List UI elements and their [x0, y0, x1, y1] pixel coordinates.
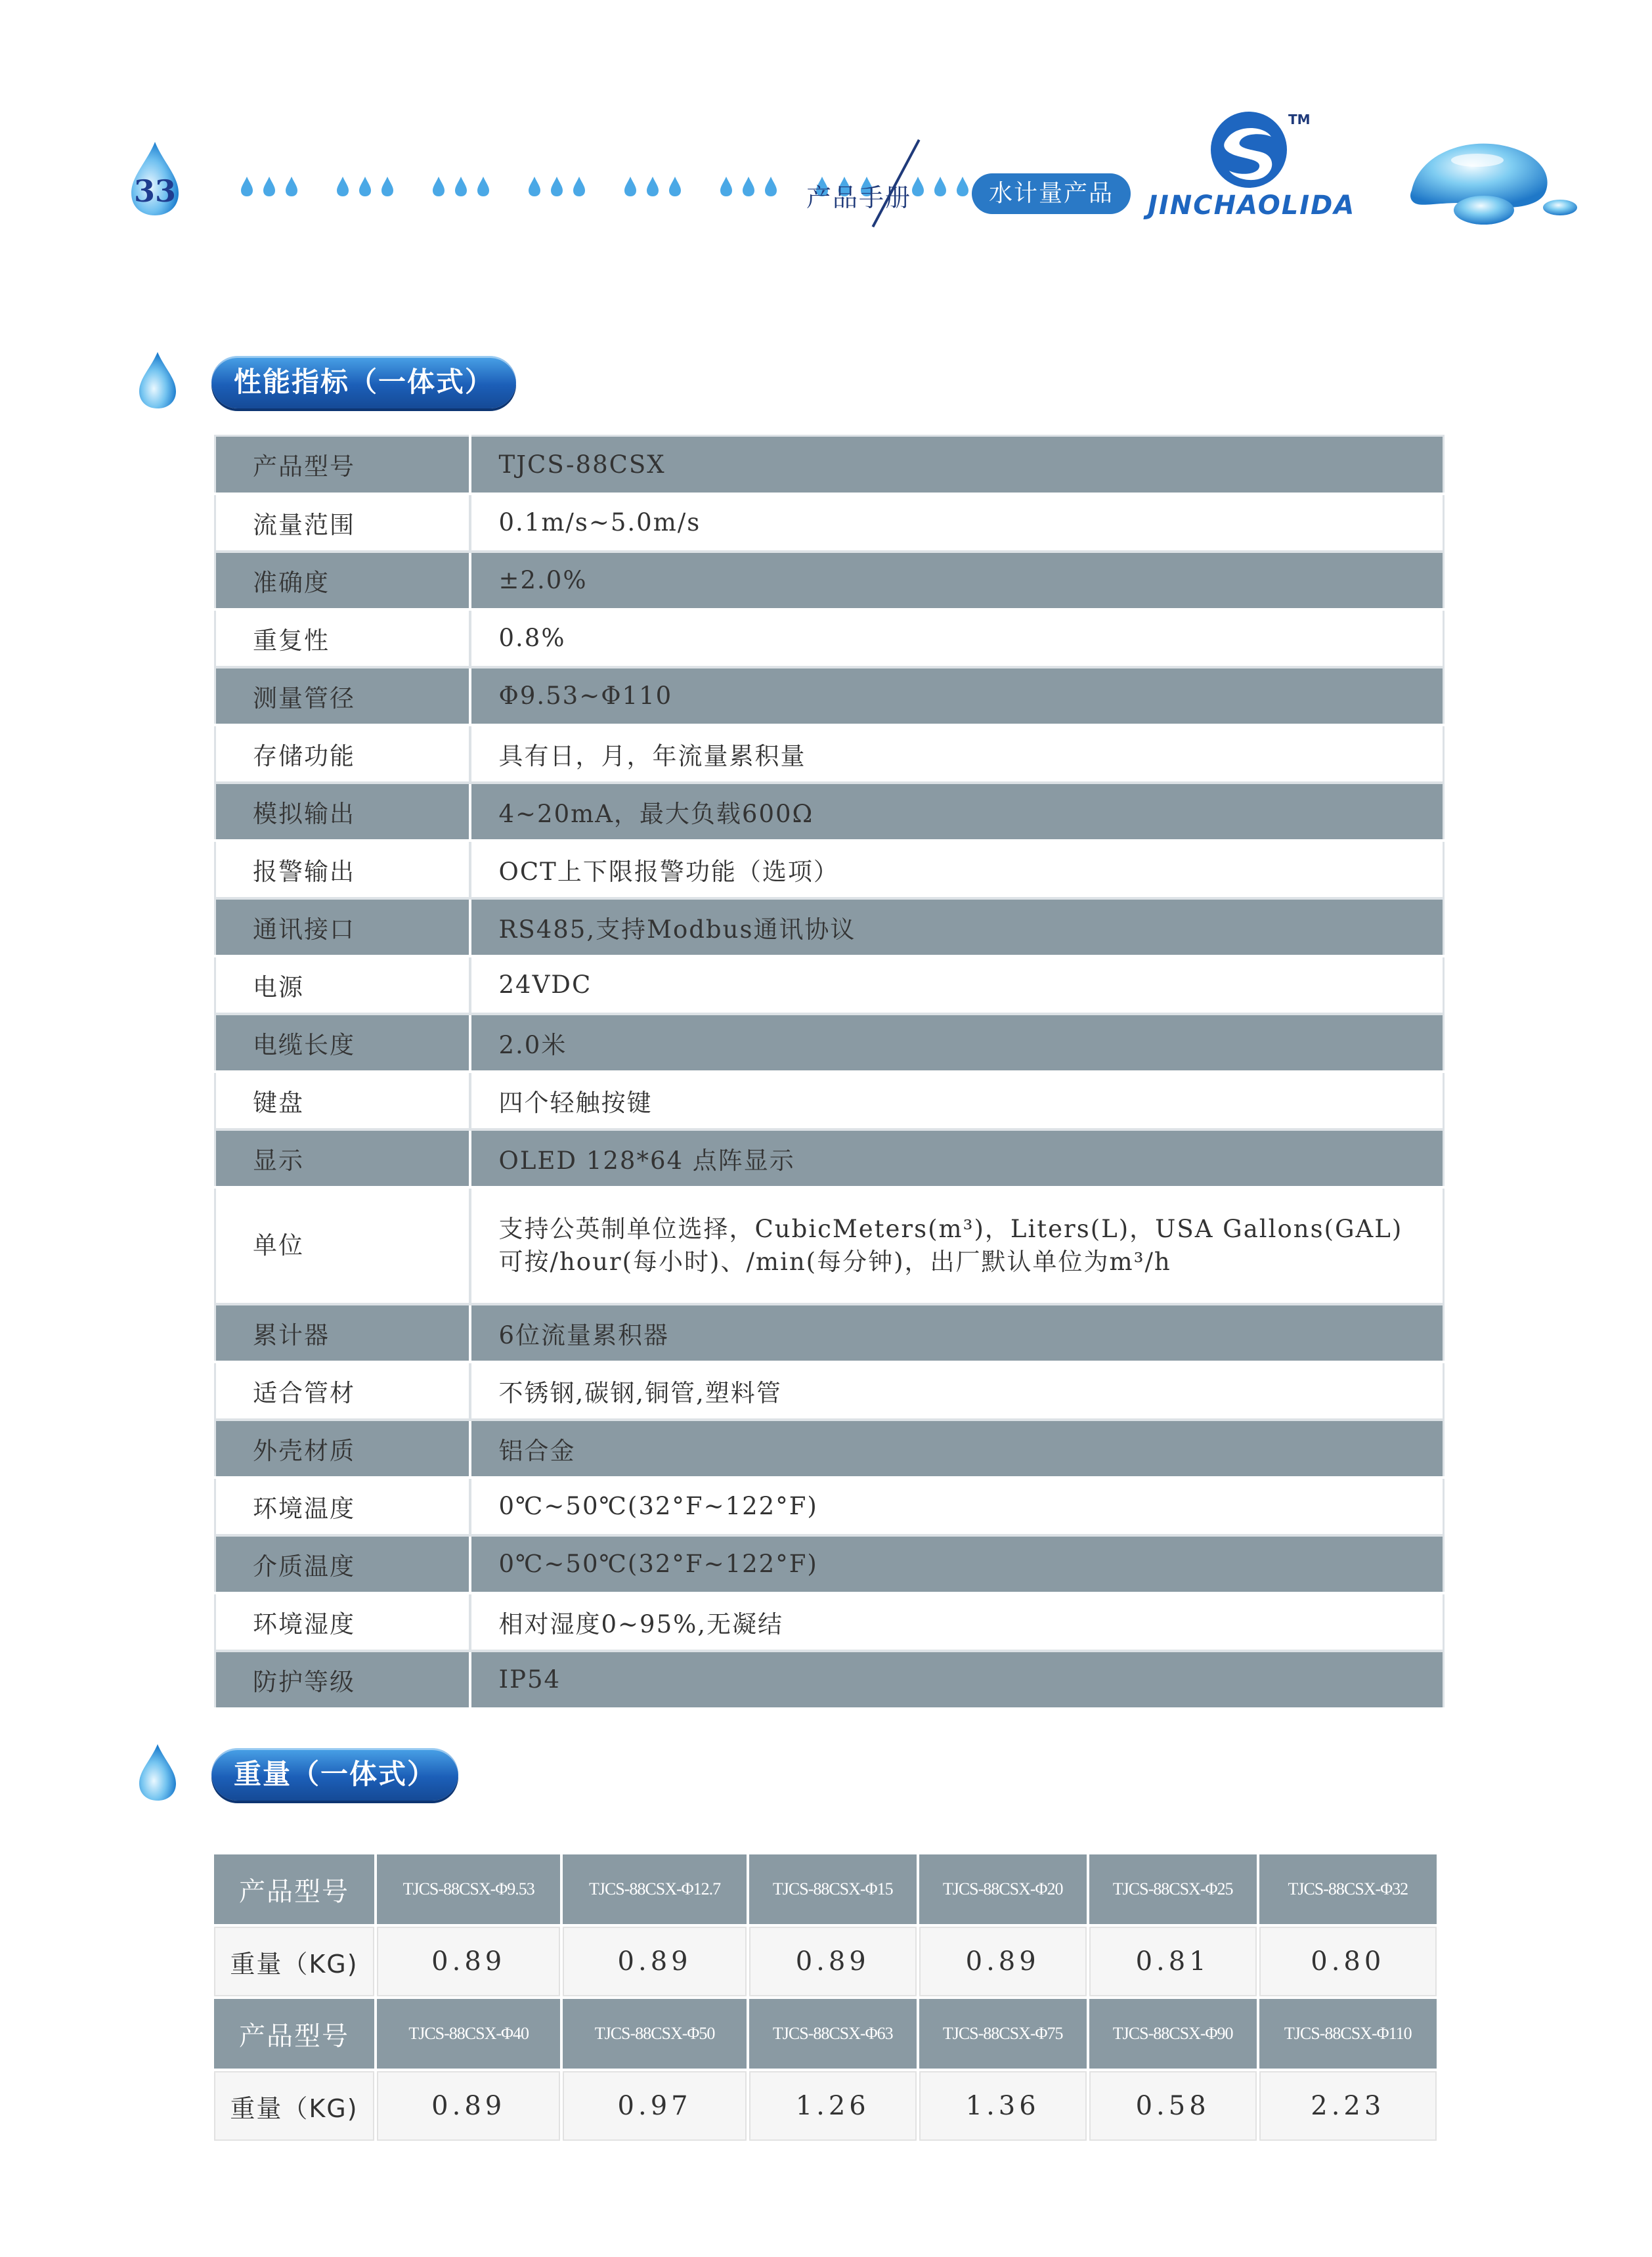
- spec-key: 报警输出: [215, 841, 470, 898]
- mini-drop-icon: [646, 176, 659, 197]
- spec-row: [215, 667, 1444, 725]
- spec-value: 铝合金: [470, 1420, 1444, 1478]
- spec-value: 0.8%: [470, 609, 1444, 667]
- weight-cell: 0.89: [563, 1927, 746, 1996]
- model-cell: TJCS-88CSX-Φ75: [919, 1999, 1087, 2069]
- spec-value: [470, 1187, 1444, 1304]
- model-cell: TJCS-88CSX-Φ50: [563, 1999, 746, 2069]
- spec-value: 2.0米: [470, 1014, 1444, 1072]
- spec-row: [215, 1072, 1444, 1129]
- spec-value: Φ9.53~Φ110: [470, 667, 1444, 725]
- spec-key: 单位: [215, 1187, 470, 1304]
- spec-row: [215, 1593, 1444, 1651]
- model-cell: TJCS-88CSX-Φ110: [1259, 1999, 1437, 2069]
- spec-value: IP54: [470, 1651, 1444, 1709]
- spec-key: 准确度: [215, 552, 470, 609]
- mini-drop-icon: [624, 176, 637, 197]
- mini-drop-icon: [573, 176, 586, 197]
- spec-value: 四个轻触按键: [470, 1072, 1444, 1129]
- model-cell: TJCS-88CSX-Φ90: [1089, 1999, 1257, 2069]
- spec-row: [215, 494, 1444, 552]
- weight-table: [211, 1852, 1439, 2143]
- spec-value: 相对湿度0~95%,无凝结: [470, 1593, 1444, 1651]
- spec-row: [215, 956, 1444, 1014]
- spec-value: OCT上下限报警功能（选项）: [470, 841, 1444, 898]
- spec-value: TJCS-88CSX: [470, 436, 1444, 494]
- weight-cell: 1.26: [749, 2071, 917, 2141]
- spec-key: 模拟输出: [215, 783, 470, 841]
- model-cell: TJCS-88CSX-Φ25: [1089, 1854, 1257, 1924]
- trademark-symbol: TM: [1288, 112, 1311, 127]
- spec-row: [215, 1187, 1444, 1304]
- weight-cell: 0.58: [1089, 2071, 1257, 2141]
- model-cell: TJCS-88CSX-Φ32: [1259, 1854, 1437, 1924]
- water-drop-icon: [138, 351, 177, 410]
- mini-drop-icon: [240, 176, 253, 197]
- spec-key: 电源: [215, 956, 470, 1014]
- spec-value: 24VDC: [470, 956, 1444, 1014]
- spec-key: 电缆长度: [215, 1014, 470, 1072]
- weight-row: [214, 2071, 1437, 2141]
- model-header: 产品型号: [214, 1999, 374, 2069]
- spec-row: [215, 1014, 1444, 1072]
- weight-cell: 0.80: [1259, 1927, 1437, 1996]
- category-badge: 水计量产品: [972, 173, 1131, 214]
- model-cell: TJCS-88CSX-Φ20: [919, 1854, 1087, 1924]
- mini-drop-icon: [477, 176, 490, 197]
- water-drop-icon: [138, 1743, 177, 1802]
- spec-value: 具有日，月，年流量累积量: [470, 725, 1444, 783]
- performance-section-title: 性能指标（一体式）: [211, 356, 516, 408]
- water-splash-icon: [1405, 131, 1582, 236]
- model-cell: TJCS-88CSX-Φ40: [377, 1999, 560, 2069]
- spec-row: [215, 552, 1444, 609]
- spec-value-line: 可按/hour(每小时)、/min(每分钟)，出厂默认单位为m³/h: [498, 1247, 1171, 1276]
- spec-value: OLED 128*64 点阵显示: [470, 1129, 1444, 1187]
- model-cell: TJCS-88CSX-Φ9.53: [377, 1854, 560, 1924]
- spec-row: [215, 436, 1444, 494]
- model-header: 产品型号: [214, 1854, 374, 1924]
- spec-row: [215, 1478, 1444, 1535]
- spec-row: [215, 841, 1444, 898]
- mini-drop-icon: [742, 176, 755, 197]
- mini-drop-icon: [432, 176, 445, 197]
- weight-cell: 0.81: [1089, 1927, 1257, 1996]
- weight-cell: 0.97: [563, 2071, 746, 2141]
- weight-cell: 0.89: [377, 2071, 560, 2141]
- mini-drop-icon: [720, 176, 733, 197]
- spec-value: 0.1m/s~5.0m/s: [470, 494, 1444, 552]
- spec-value: 6位流量累积器: [470, 1304, 1444, 1362]
- spec-value-line: 支持公英制单位选择，CubicMeters(m³)，Liters(L)，USA Gallons(GAL): [498, 1214, 1403, 1243]
- spec-row: [215, 1304, 1444, 1362]
- page-number: 33: [133, 173, 176, 209]
- spec-row: [215, 1535, 1444, 1593]
- model-cell: TJCS-88CSX-Φ12.7: [563, 1854, 746, 1924]
- mini-drop-icon: [454, 176, 467, 197]
- decorative-drop-row: [240, 176, 1065, 197]
- weight-cell: 1.36: [919, 2071, 1087, 2141]
- spec-key: 通讯接口: [215, 898, 470, 956]
- spec-key: 环境湿度: [215, 1593, 470, 1651]
- mini-drop-icon: [359, 176, 372, 197]
- spec-row: [215, 1362, 1444, 1420]
- spec-value: 不锈钢,碳钢,铜管,塑料管: [470, 1362, 1444, 1420]
- mini-drop-icon: [956, 176, 969, 197]
- spec-value: 0℃~50℃(32°F~122°F): [470, 1535, 1444, 1593]
- weight-section-title: 重量（一体式）: [211, 1748, 458, 1801]
- page-number-badge: [129, 139, 181, 218]
- weight-header: 重量（KG): [214, 1927, 374, 1996]
- mini-drop-icon: [528, 176, 541, 197]
- mini-drop-icon: [764, 176, 777, 197]
- mini-drop-icon: [263, 176, 276, 197]
- mini-drop-icon: [285, 176, 298, 197]
- mini-drop-icon: [668, 176, 682, 197]
- spec-key: 显示: [215, 1129, 470, 1187]
- spec-key: 测量管径: [215, 667, 470, 725]
- spec-row: [215, 898, 1444, 956]
- weight-cell: 2.23: [1259, 2071, 1437, 2141]
- spec-key: 产品型号: [215, 436, 470, 494]
- spec-row: [215, 725, 1444, 783]
- spec-table: [214, 435, 1445, 1710]
- weight-header: 重量（KG): [214, 2071, 374, 2141]
- spec-key: 流量范围: [215, 494, 470, 552]
- spec-key: 介质温度: [215, 1535, 470, 1593]
- model-row: [214, 1854, 1437, 1924]
- mini-drop-icon: [911, 176, 924, 197]
- mini-drop-icon: [550, 176, 563, 197]
- brand-name: JINCHAOLIDA: [1148, 190, 1356, 221]
- spec-key: 适合管材: [215, 1362, 470, 1420]
- model-cell: TJCS-88CSX-Φ15: [749, 1854, 917, 1924]
- model-row: [214, 1999, 1437, 2069]
- spec-key: 存储功能: [215, 725, 470, 783]
- spec-row: [215, 609, 1444, 667]
- spec-key: 累计器: [215, 1304, 470, 1362]
- weight-cell: 0.89: [919, 1927, 1087, 1996]
- weight-cell: 0.89: [749, 1927, 917, 1996]
- spec-key: 重复性: [215, 609, 470, 667]
- spec-key: 防护等级: [215, 1651, 470, 1709]
- brand-logo-icon: [1207, 110, 1291, 189]
- mini-drop-icon: [934, 176, 947, 197]
- mini-drop-icon: [336, 176, 349, 197]
- spec-value: ±2.0%: [470, 552, 1444, 609]
- spec-value: 0℃~50℃(32°F~122°F): [470, 1478, 1444, 1535]
- handbook-label: 产品手册: [806, 183, 912, 212]
- weight-row: [214, 1927, 1437, 1996]
- mini-drop-icon: [381, 176, 394, 197]
- spec-key: 环境温度: [215, 1478, 470, 1535]
- model-cell: TJCS-88CSX-Φ63: [749, 1999, 917, 2069]
- weight-cell: 0.89: [377, 1927, 560, 1996]
- spec-value: 4~20mA，最大负载600Ω: [470, 783, 1444, 841]
- spec-row: [215, 783, 1444, 841]
- spec-key: 键盘: [215, 1072, 470, 1129]
- spec-row: [215, 1651, 1444, 1709]
- spec-row: [215, 1420, 1444, 1478]
- spec-key: 外壳材质: [215, 1420, 470, 1478]
- spec-row: [215, 1129, 1444, 1187]
- spec-value: RS485,支持Modbus通讯协议: [470, 898, 1444, 956]
